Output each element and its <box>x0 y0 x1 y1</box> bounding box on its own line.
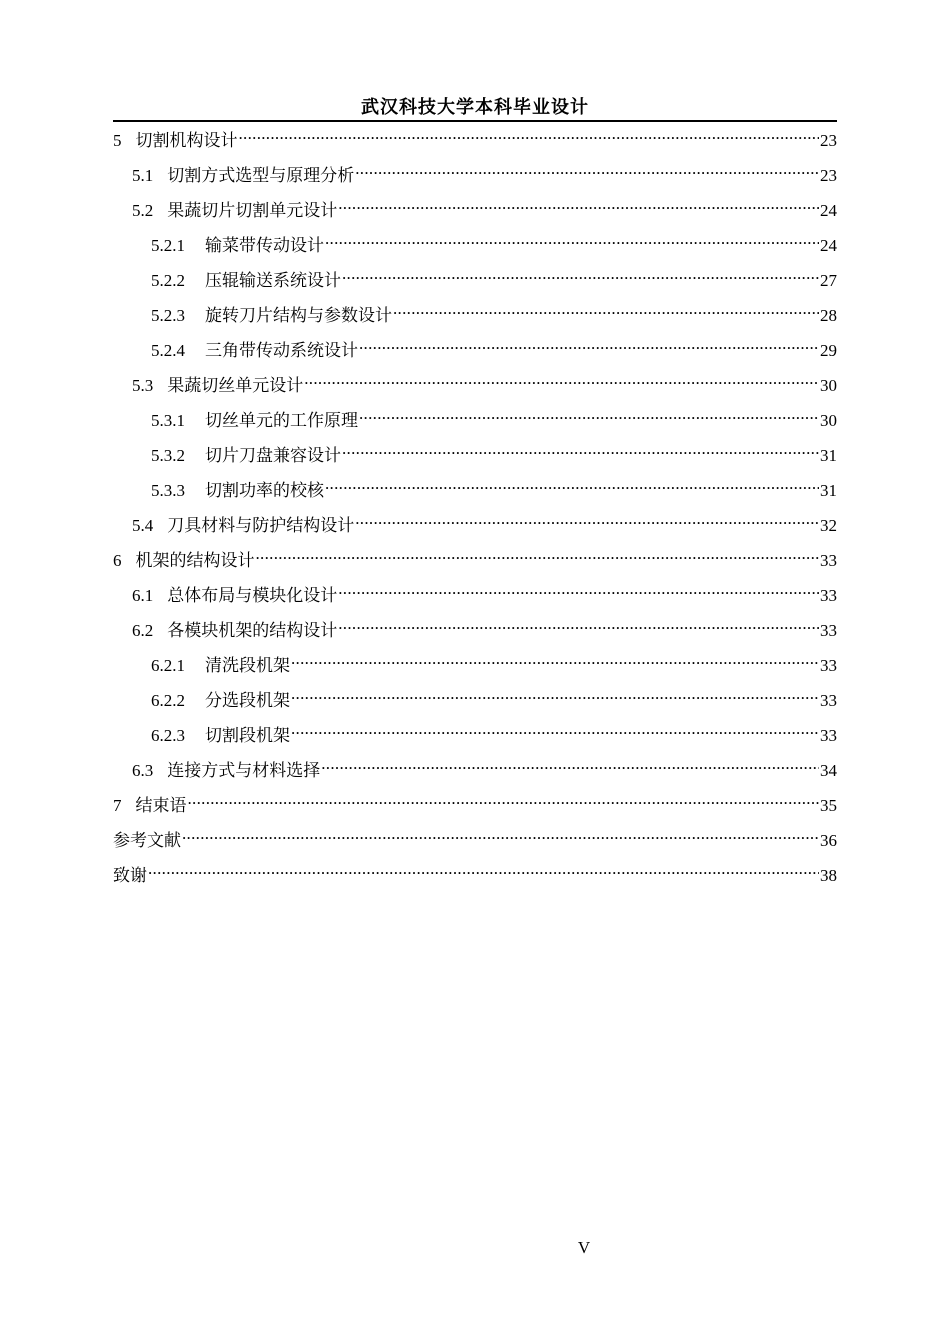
toc-section-number: 5.2.4 <box>151 341 185 360</box>
toc-entry[interactable] <box>113 367 837 402</box>
toc-page-number: 33 <box>820 551 837 570</box>
page-footer <box>0 1237 950 1259</box>
toc-section-number: 5.3.3 <box>151 481 185 500</box>
toc-entry[interactable] <box>113 822 837 857</box>
toc-entry[interactable] <box>113 157 837 192</box>
toc-section-number: 6.2.3 <box>151 726 185 745</box>
toc-entry[interactable] <box>113 682 837 717</box>
toc-section-title: 三角带传动系统设计 <box>205 341 358 360</box>
toc-dot-leader <box>256 542 820 566</box>
toc-entry[interactable] <box>113 787 837 822</box>
toc-page-number: 30 <box>820 376 837 395</box>
toc-page-number: 24 <box>820 201 837 220</box>
table-of-contents <box>113 122 837 892</box>
toc-entry[interactable] <box>113 507 837 542</box>
toc-section-title: 总体布局与模块化设计 <box>167 586 338 605</box>
toc-section-title: 旋转刀片结构与参数设计 <box>205 306 392 325</box>
toc-dot-leader <box>188 787 820 811</box>
toc-dot-leader <box>325 472 819 496</box>
toc-dot-leader <box>291 717 819 741</box>
toc-page-number: 33 <box>820 621 837 640</box>
toc-section-title: 切片刀盘兼容设计 <box>205 446 341 465</box>
page-header <box>113 94 837 122</box>
toc-page-number: 33 <box>820 691 837 710</box>
toc-page-number: 36 <box>820 831 837 850</box>
toc-section-number: 7 <box>113 796 122 815</box>
toc-section-number: 5.2.1 <box>151 236 185 255</box>
toc-page-number: 31 <box>820 481 837 500</box>
toc-dot-leader <box>342 262 819 286</box>
toc-section-number: 6.2.2 <box>151 691 185 710</box>
toc-section-title: 参考文献 <box>113 831 181 850</box>
toc-section-title: 切割方式选型与原理分析 <box>167 166 355 185</box>
toc-dot-leader <box>325 227 819 251</box>
header-title: 武汉科技大学本科毕业设计 <box>361 97 589 117</box>
toc-section-number: 5.3 <box>132 376 154 395</box>
toc-dot-leader <box>148 857 819 881</box>
toc-page-number: 31 <box>820 446 837 465</box>
toc-page-number: 33 <box>820 656 837 675</box>
toc-section-title: 切割机构设计 <box>135 131 238 150</box>
toc-entry[interactable] <box>113 297 837 332</box>
toc-entry[interactable] <box>113 857 837 892</box>
toc-dot-leader <box>291 647 819 671</box>
toc-entry[interactable] <box>113 542 837 577</box>
toc-page-number: 35 <box>820 796 837 815</box>
toc-page-number: 34 <box>820 761 837 780</box>
toc-entry[interactable] <box>113 717 837 752</box>
toc-dot-leader <box>321 752 819 776</box>
toc-dot-leader <box>359 402 819 426</box>
toc-dot-leader <box>291 682 819 706</box>
toc-section-number: 6.3 <box>132 761 154 780</box>
toc-section-title: 切割功率的校核 <box>205 481 324 500</box>
toc-section-number: 6.2.1 <box>151 656 185 675</box>
toc-entry[interactable] <box>113 472 837 507</box>
toc-section-title: 各模块机架的结构设计 <box>167 621 338 640</box>
toc-section-number: 5.3.1 <box>151 411 185 430</box>
toc-section-number: 6.1 <box>132 586 154 605</box>
toc-section-title: 切割段机架 <box>205 726 290 745</box>
toc-dot-leader <box>338 577 819 601</box>
toc-entry[interactable] <box>113 402 837 437</box>
toc-section-number: 5.2.3 <box>151 306 185 325</box>
toc-section-title: 致谢 <box>113 866 147 885</box>
toc-page-number: 27 <box>820 271 837 290</box>
toc-section-number: 5 <box>113 131 122 150</box>
toc-section-title: 果蔬切片切割单元设计 <box>167 201 338 220</box>
toc-entry[interactable] <box>113 227 837 262</box>
toc-page-number: 24 <box>820 236 837 255</box>
toc-section-title: 结束语 <box>135 796 187 815</box>
toc-entry[interactable] <box>113 122 837 157</box>
toc-section-title: 连接方式与材料选择 <box>167 761 321 780</box>
toc-section-number: 5.3.2 <box>151 446 185 465</box>
toc-section-number: 5.4 <box>132 516 154 535</box>
toc-dot-leader <box>304 367 819 391</box>
toc-dot-leader <box>393 297 819 321</box>
toc-dot-leader <box>239 122 820 146</box>
toc-dot-leader <box>338 612 819 636</box>
toc-section-title: 压辊输送系统设计 <box>205 271 341 290</box>
toc-section-title: 果蔬切丝单元设计 <box>167 376 304 395</box>
toc-section-number: 5.2 <box>132 201 154 220</box>
toc-section-title: 分选段机架 <box>205 691 290 710</box>
toc-section-title: 切丝单元的工作原理 <box>205 411 358 430</box>
toc-section-number: 5.2.2 <box>151 271 185 290</box>
toc-page-number: 33 <box>820 726 837 745</box>
toc-dot-leader <box>338 192 819 216</box>
toc-entry[interactable] <box>113 752 837 787</box>
toc-dot-leader <box>355 157 819 181</box>
toc-entry[interactable] <box>113 332 837 367</box>
toc-section-title: 输菜带传动设计 <box>205 236 324 255</box>
page-number: V <box>577 1238 591 1257</box>
toc-entry[interactable] <box>113 612 837 647</box>
toc-entry[interactable] <box>113 647 837 682</box>
toc-section-number: 6 <box>113 551 122 570</box>
toc-entry[interactable] <box>113 577 837 612</box>
toc-page-number: 28 <box>820 306 837 325</box>
toc-section-title: 刀具材料与防护结构设计 <box>167 516 355 535</box>
toc-page-number: 32 <box>820 516 837 535</box>
toc-page-number: 23 <box>820 131 837 150</box>
toc-dot-leader <box>342 437 819 461</box>
toc-page-number: 33 <box>820 586 837 605</box>
toc-dot-leader <box>182 822 819 846</box>
toc-dot-leader <box>359 332 819 356</box>
toc-section-title: 清洗段机架 <box>205 656 290 675</box>
toc-page-number: 29 <box>820 341 837 360</box>
toc-page-number: 23 <box>820 166 837 185</box>
toc-section-title: 机架的结构设计 <box>135 551 255 570</box>
toc-entry[interactable] <box>113 192 837 227</box>
toc-section-number: 6.2 <box>132 621 154 640</box>
toc-entry[interactable] <box>113 262 837 297</box>
toc-page-number: 30 <box>820 411 837 430</box>
toc-entry[interactable] <box>113 437 837 472</box>
toc-page-number: 38 <box>820 866 837 885</box>
toc-section-number: 5.1 <box>132 166 154 185</box>
toc-dot-leader <box>355 507 819 531</box>
